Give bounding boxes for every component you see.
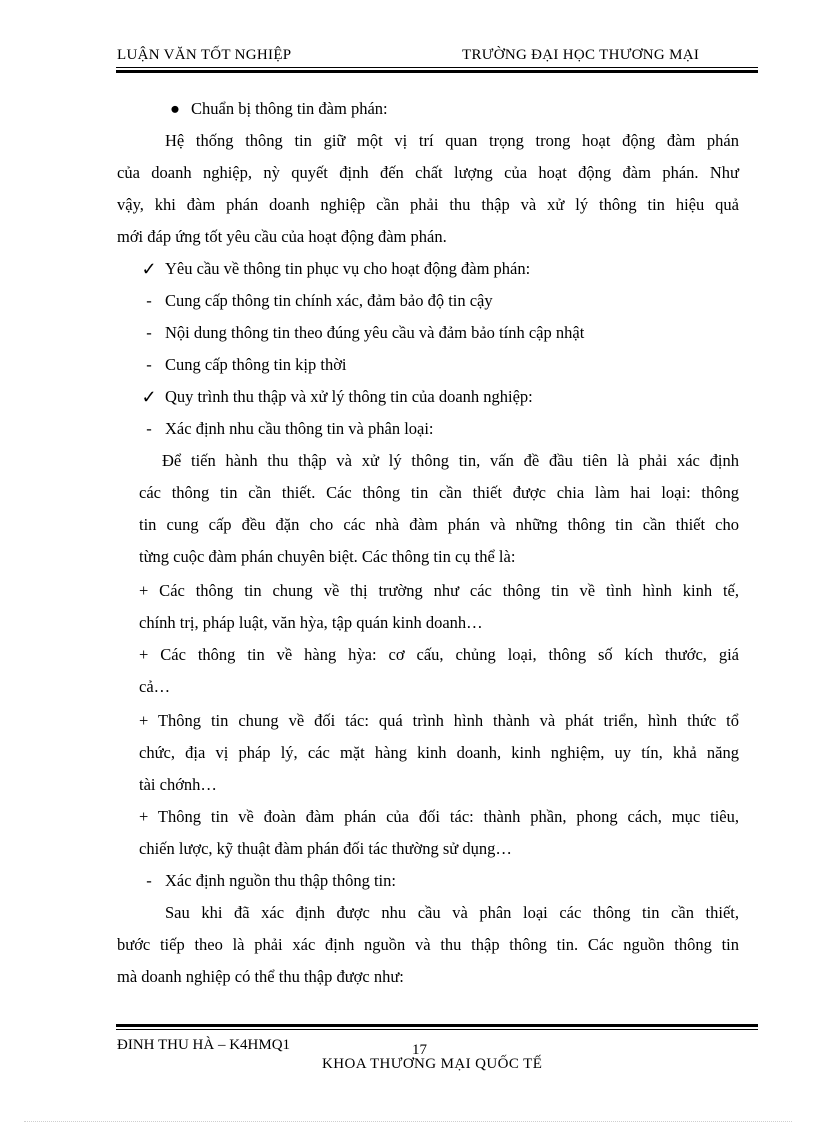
plus1-line-1: + Các thông tin chung về thị trường như các thông tin về tình hình kinh tế, xyxy=(139,581,739,600)
dash-item-2 xyxy=(139,317,739,349)
footer-author: ĐINH THU HÀ – K4HMQ1 xyxy=(117,1037,291,1053)
dash-marker: - xyxy=(146,323,152,342)
para2-line-4: từng cuộc đàm phán chuyên biệt. Các thông tin cụ thể là: xyxy=(139,547,516,566)
dash-item-1 xyxy=(139,285,739,317)
plus2-line-1: + Các thông tin về hàng hỳa: cơ cấu, chủng loại, thông số kích thước, giá xyxy=(139,645,739,664)
para1-line-1: Hệ thống thông tin giữ một vị trí quan trọng trong hoạt động đàm phán xyxy=(165,131,739,150)
bullet-heading: Chuẩn bị thông tin đàm phán: xyxy=(191,99,388,118)
para3-line-1: Sau khi đã xác định được nhu cầu và phân loại các thông tin cần thiết, xyxy=(165,903,739,922)
plus1-line-2: chính trị, pháp luật, văn hỳa, tập quán kinh doanh… xyxy=(139,613,483,632)
check-item-1 xyxy=(139,253,739,285)
check-item-1-label: Yêu cầu về thông tin phục vụ cho hoạt động đàm phán: xyxy=(165,259,531,278)
header-rule-thin xyxy=(116,67,758,68)
dash-marker: - xyxy=(146,291,152,310)
dash-item-3-label: Cung cấp thông tin kịp thời xyxy=(165,355,347,374)
plus4-line-2: chiến lược, kỹ thuật đàm phán đối tác thường sử dụng… xyxy=(139,839,512,858)
plus2-line-2: cả… xyxy=(139,677,171,696)
dash-item-1-label: Cung cấp thông tin chính xác, đảm bảo độ tin cậy xyxy=(165,291,493,310)
header-left: LUẬN VĂN TỐT NGHIỆP xyxy=(117,47,292,63)
plus4-line-1: + Thông tin về đoàn đàm phán của đối tác: thành phần, phong cách, mục tiêu, xyxy=(139,807,739,826)
header-rule-thick xyxy=(116,70,758,73)
page-number: 17 xyxy=(412,1042,427,1058)
para3-line-2: bước tiếp theo là phải xác định nguồn và thu thập thông tin. Các nguồn thông tin xyxy=(117,935,739,954)
checkmark-icon: ✓ xyxy=(141,387,157,407)
para1-line-3: vậy, khi đàm phán doanh nghiệp cần phải thu thập và xử lý thông tin hiệu quả xyxy=(117,195,739,214)
bullet-item xyxy=(165,93,739,125)
para2-line-2: các thông tin cần thiết. Các thông tin cần thiết được chia làm hai loại: thông xyxy=(139,483,739,502)
plus3-line-2: chức, địa vị pháp lý, các mặt hàng kinh doanh, kinh nghiệm, uy tín, khả năng xyxy=(139,743,739,762)
plus3-line-1: + Thông tin chung về đối tác: quá trình hình thành và phát triển, hình thức tổ xyxy=(139,711,739,730)
checkmark-icon: ✓ xyxy=(141,259,157,279)
footer-faculty: KHOA THƯƠNG MẠI QUỐC TẾ xyxy=(322,1056,543,1072)
dash-marker: - xyxy=(146,871,152,890)
page-bottom-dotted-line xyxy=(24,1121,792,1122)
dash-item-3 xyxy=(139,349,739,381)
para1-line-2: của doanh nghiệp, nỳ quyết định đến chất lượng của hoạt động đàm phán. Như xyxy=(117,163,739,182)
check-item-2 xyxy=(139,381,739,413)
dash-marker: - xyxy=(146,355,152,374)
dash-item-5-label: Xác định nguồn thu thập thông tin: xyxy=(165,871,396,890)
footer-rule-thin xyxy=(116,1029,758,1030)
header-right: TRƯỜNG ĐẠI HỌC THƯƠNG MẠI xyxy=(462,47,700,63)
dash-item-5 xyxy=(139,865,739,897)
dash-item-4-label: Xác định nhu cầu thông tin và phân loại: xyxy=(165,419,434,438)
dash-marker: - xyxy=(146,419,152,438)
plus3-line-3: tài chớnh… xyxy=(139,775,217,794)
para1-line-4: mới đáp ứng tốt yêu cầu của hoạt động đàm phán. xyxy=(117,227,447,246)
para2-line-1: Để tiến hành thu thập và xử lý thông tin, vấn đề đầu tiên là phải xác định xyxy=(162,451,739,470)
para3-line-3: mà doanh nghiệp có thể thu thập được như: xyxy=(117,967,404,986)
check-item-2-label: Quy trình thu thập và xử lý thông tin của doanh nghiệp: xyxy=(165,387,533,406)
para2-line-3: tin cung cấp đều đặn cho các nhà đàm phán và những thông tin cần thiết cho xyxy=(139,515,739,534)
footer-rule-thick xyxy=(116,1024,758,1027)
bullet-dot-icon: ● xyxy=(170,99,180,118)
dash-item-2-label: Nội dung thông tin theo đúng yêu cầu và đảm bảo tính cập nhật xyxy=(165,323,585,342)
dash-item-4 xyxy=(139,413,739,445)
